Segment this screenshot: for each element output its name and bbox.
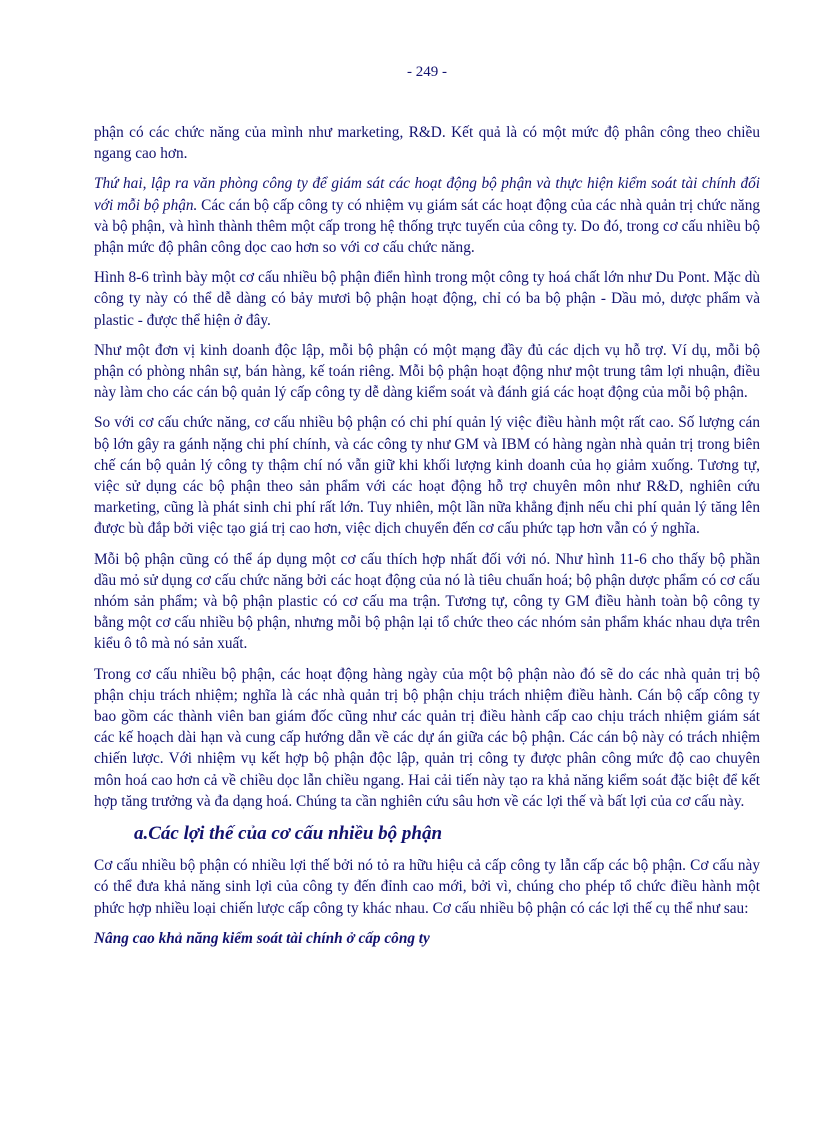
paragraph-5: So với cơ cấu chức năng, cơ cấu nhiều bộ phận có chi phí quản lý việc điều hành một rất cao. Số lượng cán bộ lớn gây ra gánh nặng chi phí chính, và các công ty như GM và IBM có hàng ngàn nhà quản trị trong biên chế cán bộ quản lý công ty thậm chí nó vẫn giữ khi khối lượng kinh doanh của họ giảm xuống. Tương tự, việc sử dụng các bộ phận theo sản phẩm với các hoạt động hỗ trợ chuyên môn như R&D, nghiên cứu marketing, cũng là phát sinh chi phí rất lớn. Tuy nhiên, một lần nữa khẳng định nếu chi phí quản lý tăng lên được bù đắp bởi việc tạo giá trị cao hơn, việc dịch chuyển đến cơ cấu phức tạp hơn vẫn có ý nghĩa. (94, 414, 760, 538)
subheading: Nâng cao khả năng kiểm soát tài chính ở cấp công ty (94, 929, 430, 947)
page-body (94, 122, 760, 958)
paragraph-7: Trong cơ cấu nhiều bộ phận, các hoạt động hàng ngày của một bộ phận nào đó sẽ do các nhà quản trị bộ phận chịu trách nhiệm; nghĩa là các nhà quản trị bộ phận chịu trách nhiệm điều hành. Cán bộ cấp công ty bao gồm các thành viên ban giám đốc cũng như các quản trị điều hành cấp cao chịu trách nhiệm giám sát các kế hoạch dài hạn và cung cấp hướng dẫn về các dự án giữa các bộ phận. Các cán bộ này có trách nhiệm chiến lược. Với nhiệm vụ kết hợp bộ phận độc lập, quản trị công ty được phân công mức độ cao chuyên môn hoá cao hơn cả về chiều dọc lẫn chiều ngang. Hai cải tiến này tạo ra khả năng kiểm soát đặc biệt để kết hợp tăng trưởng và đa dạng hoá. Chúng ta cần nghiên cứu sâu hơn về các lợi thế và bất lợi của cơ cấu này. (94, 665, 760, 810)
paragraph-6: Mỗi bộ phận cũng có thể áp dụng một cơ cấu thích hợp nhất đối với nó. Như hình 11-6 cho thấy bộ phần dầu mỏ sử dụng cơ cấu chức năng bởi các hoạt động của nó là tiêu chuẩn hoá; bộ phận dược phẩm có cơ cấu nhóm sản phẩm; và bộ phận plastic có cơ cấu ma trận. Tương tự, công ty GM điều hành toàn bộ công ty bằng một cơ cấu nhiều bộ phận, nhưng mỗi bộ phận lại tổ chức theo các nhóm sản phẩm khác nhau dựa trên kiểu ô tô mà nó sản xuất. (94, 550, 760, 653)
paragraph-8: Cơ cấu nhiều bộ phận có nhiều lợi thế bởi nó tỏ ra hữu hiệu cả cấp công ty lẫn cấp các bộ phận. Cơ cấu này có thể đưa khả năng sinh lợi của công ty đến đỉnh cao mới, bởi vì, chúng cho phép tổ chức điều hành một phức hợp nhiều loại chiến lược cấp công ty khác nhau. Cơ cấu nhiều bộ phận có các lợi thế cụ thể như sau: (94, 857, 760, 917)
paragraph-2-italic-lead: Thứ hai, lập ra văn phòng công ty để giám sát các hoạt động bộ phận và thực hiện kiểm soát tài chính đối với mỗi bộ phận. (94, 175, 760, 214)
paragraph-4: Như một đơn vị kinh doanh độc lập, mỗi bộ phận có một mạng đầy đủ các dịch vụ hỗ trợ. Ví dụ, mỗi bộ phận có phòng nhân sự, bán hàng, kế toán riêng. Mỗi bộ phận hoạt động như một trung tâm lợi nhuận, điều này làm cho các cán bộ quản lý cấp công ty dễ dàng kiểm soát và đánh giá các hoạt động của mỗi bộ phận. (94, 341, 760, 402)
paragraph-2-rest: Các cán bộ cấp công ty có nhiệm vụ giám sát các hoạt động của các nhà quản trị chức năng và bộ phận, và hình thành thêm một cấp trong hệ thống trực tuyến của công ty. Do đó, trong cơ cấu nhiều bộ phận mức độ phân công dọc cao hơn so với cơ cấu chức năng. (94, 196, 761, 257)
page-number: - 249 - (407, 64, 447, 80)
paragraph-1: phận có các chức năng của mình như marketing, R&D. Kết quả là có một mức độ phân công theo chiều ngang cao hơn. (94, 124, 760, 163)
paragraph-3: Hình 8-6 trình bày một cơ cấu nhiều bộ phận điển hình trong một công ty hoá chất lớn như Du Pont. Mặc dù công ty này có thể dễ dàng có bảy mươi bộ phận hoạt động, chỉ có ba bộ phận - Dầu mỏ, dược phẩm và plastic - được thể hiện ở đây. (94, 269, 760, 329)
section-heading: a.Các lợi thế của cơ cấu nhiều bộ phận (134, 823, 443, 845)
document-page (94, 0, 760, 1123)
paragraph-2 (94, 173, 760, 258)
